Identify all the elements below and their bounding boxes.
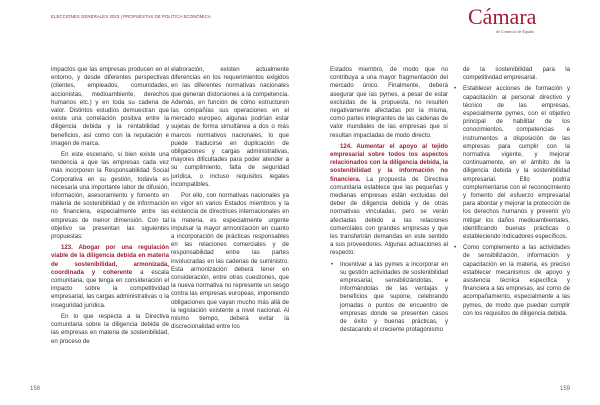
page-number-left: 158 (30, 386, 41, 392)
proposal-text: La propuesta de Directiva comunitaria establece que las pequeñas y medianas empresas están excluidas del deber de diligencia debida y de otras normativas vinculadas, pero se verán afectadas debido a las relaciones comerciales con grandes empresas y que les transferirán demandas en este sentido a sus proveedores. Algunas actuaciones al respecto: (330, 175, 448, 257)
text-column-3 (330, 66, 448, 338)
proposal-heading: 123. Abogar por una regulación viable de la diligencia debida en materia de sostenibilidad, armonizada, coordinada y coherente (51, 244, 169, 276)
paragraph: Estados miembro, de modo que no contribuya a una mayor fragmentación del mercado único. Finalmente, deberá asegurar que las pymes, a pesar de estar excluidas de la propuesta, no resulten negativamente afectadas por la misma, como partes integrantes de las cadenas de valor mundiales de las empresas que sí resultan impactadas de modo directo. (330, 66, 448, 139)
bullet-list (453, 85, 570, 318)
list-item: • Como complemento a las actividades de sensibilización, información y capacitación en la materia, es preciso establecer mecanismos de apoyo y asistencia técnica específica y financiera a las empresas, así como de acompañamiento, especialmente a las pymes, de modo que puedan cumplir con los requisitos de diligencia debida. (463, 244, 570, 318)
text-column-1 (51, 66, 169, 349)
proposal-text: a escala comunitaria, que tenga en consideración el impacto sobre la competitividad empresarial, las cargas administrativas o la inseguridad jurídica. (51, 268, 169, 309)
text-column-4 (453, 66, 570, 321)
page-number-right: 159 (560, 386, 571, 392)
logo-subtitle: de Comercio de España (496, 29, 534, 34)
camara-logo (468, 5, 568, 35)
paragraph: En este escenario, si bien existe una tendencia a que las empresas cada vez más incorporen la Responsabilidad Social Corporativa en su gestión, todavía es necesaria una importante labor de difusión, información, asesoramiento y fomento en materia de sostenibilidad y de información no financiera, especialmente entre las empresas de menor dimensión. Con tal objetivo se presentan las siguientes propuestas: (51, 151, 169, 241)
bullet-list (330, 261, 448, 335)
paragraph: impactos que las empresas producen en el entorno, y desde diferentes perspectivas (clientes, empleados, comunidades, accionistas, medioambiente, derechos humanos etc.) y en toda su cadena de valor. Distintos estudios demuestran que existe una correlación positiva entre la diligencia debida y la rentabilidad y beneficios, así como con la reputación e imagen de marca. (51, 66, 169, 147)
logo-wordmark: Cámara (468, 4, 537, 29)
paragraph: Por ello, con normativas nacionales ya en vigor en varios Estados miembros y la existencia de directrices internacionales en la materia, es especialmente urgente impulsar la mayor armonización en cuanto a incorporación de prácticas responsables en las relaciones comerciales y de responsabilidad entre las partes involucradas en las cadenas de suministro. Esta armonización deberá tener en consideración, entre otras cuestiones, que la nueva normativa no represente un sesgo contra las empresas europeas, imponiendo obligaciones que vayan mucho más allá de la legislación existente a nivel nacional. Al mismo tiempo, deberá evitar la discrecionalidad entre los (171, 192, 289, 331)
paragraph: de la sostenibilidad para la competitividad empresarial. (463, 66, 570, 82)
list-item: • Incentivar a las pymes a incorporar en su gestión actividades de sostenibilidad empresarial, sensibilizándolas, e informándolas de las ventajas y beneficios que supone, celebrando jornadas o puntos de encuentro de empresas donde se presenten casos de éxito y buenas prácticas, y destacando el creciente protagonismo (340, 261, 448, 335)
paragraph: En lo que respecta a la Directiva comunitaria sobre la diligencia debida de las empresas en materia de sostenibilidad, en proceso de (51, 312, 169, 345)
paragraph: elaboración, existen actualmente diferencias en los requerimientos exigidos en las diferentes normativas nacionales que generan distorsiones a la competencia. Además, en función de cómo estructuren las compañías sus operaciones en el mercado europeo, algunas podrían estar sujetas de forma simultánea a dos o más marcos normativos nacionales, lo que puede traducirse en duplicación de obligaciones y cargas administrativas, mayores dificultades para poder atender a su cumplimiento, falta de seguridad jurídica, o incluso requisitos legales incompatibles. (171, 66, 289, 188)
text-column-2 (171, 66, 289, 335)
proposal-heading: 124. Aumentar el apoyo al tejido empresarial sobre todos los aspectos relacionados con la diligencia debida, la sostenibilidad y la información no financiera. (330, 142, 448, 183)
list-item: • Establecer acciones de formación y capacitación al personal directivo y técnico de las empresas, especialmente pymes, con el objetivo principal de habilitar de los conocimientos, competencias e instrumentos a disposición de las empresas para cumplir con la normativa vigente, y mejorar continuamente, en el ámbito de la diligencia debida y la sostenibilidad empresarial. Ello podría complementarse con el reconocimiento y fomento del esfuerzo empresarial para abordar y mejorar la protección de los derechos humanos y prevenir y/o mitigar los daños medioambientales, identificando buenas prácticas o estableciendo indicadores específicos. (463, 85, 570, 241)
header-title: ELECCIONES GENERALES 2023 | PROPUESTAS DE POLÍTICA ECONÓMICA (51, 14, 211, 19)
proposal-123 (51, 244, 169, 310)
proposal-124 (330, 143, 448, 258)
